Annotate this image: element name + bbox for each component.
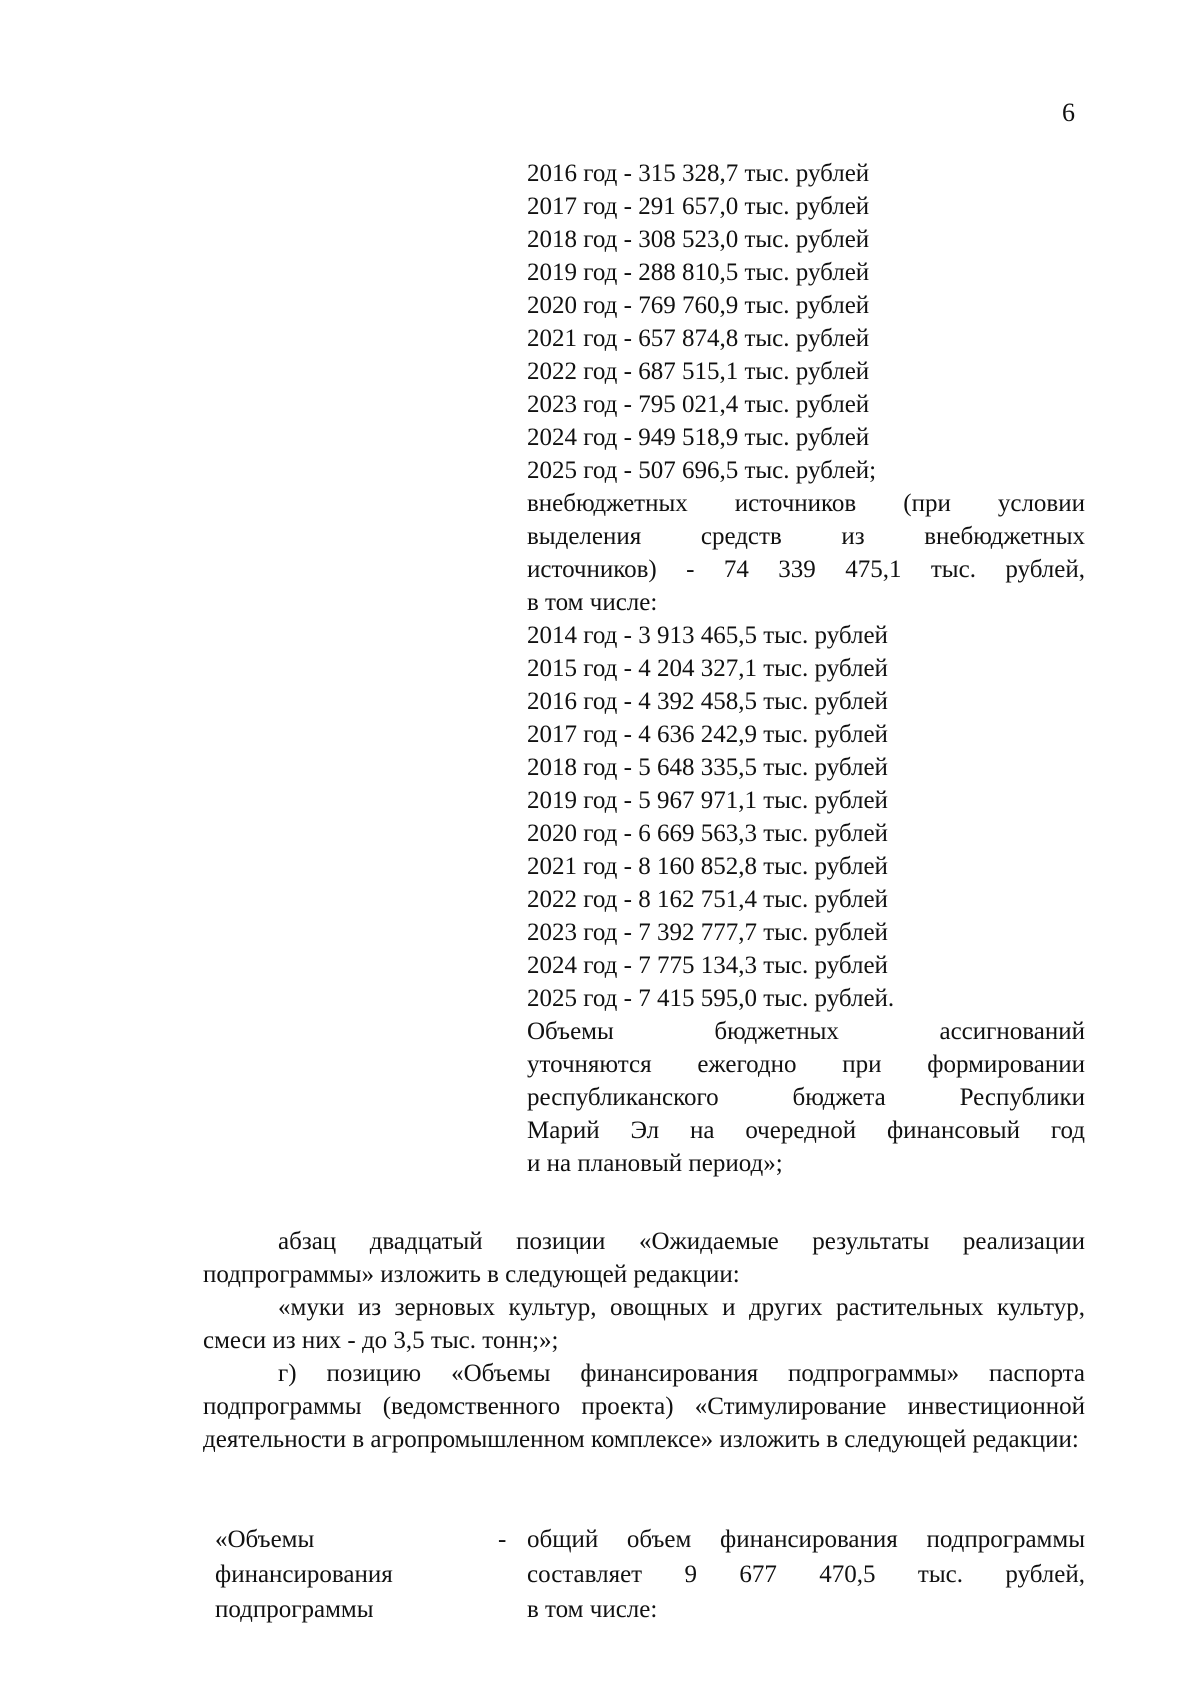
- table-left-cell: [215, 1522, 475, 1627]
- budget-line: 2018 год - 308 523,0 тыс. рублей: [527, 226, 870, 253]
- extrabudget-line: 2016 год - 4 392 458,5 тыс. рублей: [527, 688, 888, 715]
- budget-line: 2017 год - 291 657,0 тыс. рублей: [527, 193, 870, 220]
- budget-line: 2019 год - 288 810,5 тыс. рублей: [527, 259, 870, 286]
- extrabudget-intro-line: выделения средств из внебюджетных: [527, 523, 1085, 550]
- extrabudget-line: 2017 год - 4 636 242,9 тыс. рублей: [527, 721, 888, 748]
- table-right-line: составляет 9 677 470,5 тыс. рублей,: [527, 1561, 1085, 1588]
- budget-line: 2016 год - 315 328,7 тыс. рублей: [527, 160, 870, 187]
- extrabudget-intro-line: внебюджетных источников (при условии: [527, 490, 1085, 517]
- extrabudget-line: 2022 год - 8 162 751,4 тыс. рублей: [527, 886, 888, 913]
- table-left-line: «Объемы: [215, 1526, 315, 1553]
- paragraph-expected-results: абзац двадцатый позиции «Ожидаемые результаты реализации подпрограммы» изложить в следующей редакции:: [203, 1228, 1085, 1288]
- extrabudget-intro-line: источников) - 74 339 475,1 тыс. рублей,: [527, 556, 1085, 583]
- extrabudget-line: 2014 год - 3 913 465,5 тыс. рублей: [527, 622, 888, 649]
- budget-line: 2020 год - 769 760,9 тыс. рублей: [527, 292, 870, 319]
- budget-line: 2024 год - 949 518,9 тыс. рублей: [527, 424, 870, 451]
- paragraph-financing-position: г) позицию «Объемы финансирования подпрограммы» паспорта подпрограммы (ведомственного проекта) «Стимулирование инвестиционной деятельности в агропромышленном комплексе» изложить в следующей редакции:: [203, 1360, 1085, 1453]
- table-left-line: подпрограммы: [215, 1596, 374, 1623]
- closing-line: республиканского бюджета Республики: [527, 1084, 1085, 1111]
- closing-line: Объемы бюджетных ассигнований: [527, 1018, 1085, 1045]
- table-dash: -: [498, 1526, 507, 1553]
- table-right-cell: [527, 1522, 1085, 1627]
- table-right-line: в том числе:: [527, 1596, 658, 1623]
- extrabudget-line: 2018 год - 5 648 335,5 тыс. рублей: [527, 754, 888, 781]
- table-right-line: общий объем финансирования подпрограммы: [527, 1526, 1085, 1553]
- extrabudget-line: 2019 год - 5 967 971,1 тыс. рублей: [527, 787, 888, 814]
- extrabudget-line: 2023 год - 7 392 777,7 тыс. рублей: [527, 919, 888, 946]
- budget-line: 2022 год - 687 515,1 тыс. рублей: [527, 358, 870, 385]
- budget-line: 2021 год - 657 874,8 тыс. рублей: [527, 325, 870, 352]
- page-number: 6: [1062, 98, 1075, 127]
- budget-line: 2025 год - 507 696,5 тыс. рублей;: [527, 457, 877, 484]
- budget-line: 2023 год - 795 021,4 тыс. рублей: [527, 391, 870, 418]
- closing-line: и на плановый период»;: [527, 1150, 783, 1177]
- table-left-line: финансирования: [215, 1561, 393, 1588]
- extrabudget-line: 2025 год - 7 415 595,0 тыс. рублей.: [527, 985, 895, 1012]
- amendment-text: [203, 1225, 1085, 1456]
- extrabudget-intro-line: в том числе:: [527, 589, 658, 616]
- paragraph-flour-quote: «муки из зерновых культур, овощных и других растительных культур, смеси из них - до 3,5 тыс. тонн;»;: [203, 1294, 1085, 1354]
- extrabudget-line: 2015 год - 4 204 327,1 тыс. рублей: [527, 655, 888, 682]
- closing-line: Марий Эл на очередной финансовый год: [527, 1117, 1085, 1144]
- extrabudget-line: 2021 год - 8 160 852,8 тыс. рублей: [527, 853, 888, 880]
- extrabudget-line: 2020 год - 6 669 563,3 тыс. рублей: [527, 820, 888, 847]
- extrabudget-line: 2024 год - 7 775 134,3 тыс. рублей: [527, 952, 888, 979]
- closing-line: уточняются ежегодно при формировании: [527, 1051, 1085, 1078]
- financing-continuation: [527, 157, 1085, 1180]
